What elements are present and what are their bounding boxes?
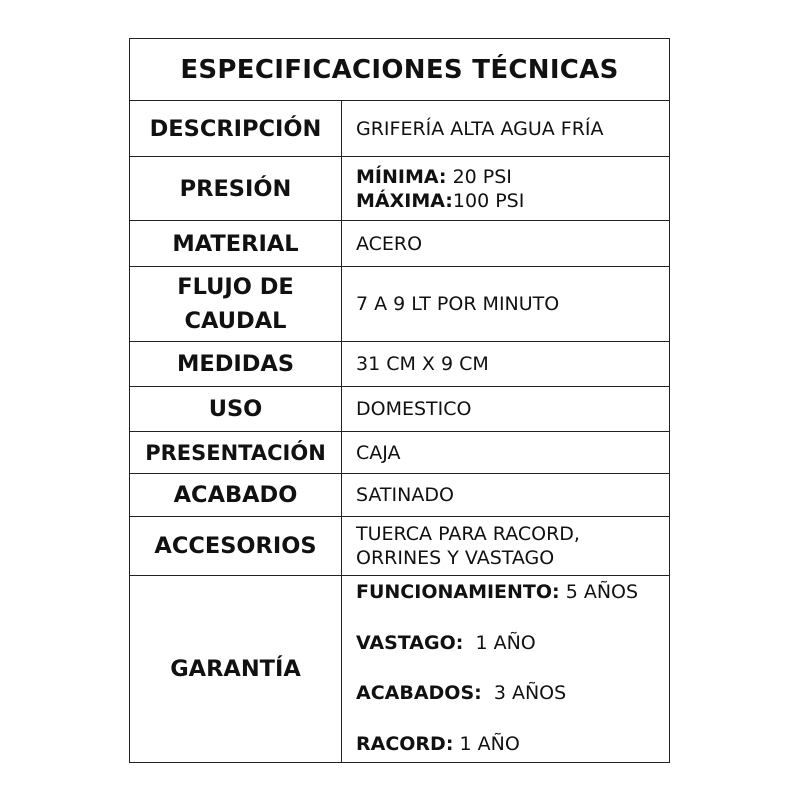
acabado-value: SATINADO: [356, 484, 454, 506]
accesorios-value-line2: ORRINES Y VASTAGO: [356, 547, 555, 569]
row-value: [356, 342, 661, 386]
descripcion-value: GRIFERÍA ALTA AGUA FRÍA: [356, 117, 604, 140]
garantia-item-label: ACABADOS:: [356, 682, 482, 705]
presion-max-value: 100 PSI: [452, 189, 525, 212]
table-row-garantia: [130, 576, 669, 762]
table-row-accesorios: [130, 517, 669, 576]
table-title: ESPECIFICACIONES TÉCNICAS: [130, 39, 669, 101]
garantia-item: [356, 732, 661, 756]
garantia-item-value: 5 AÑOS: [565, 581, 639, 603]
table-row-presion: [130, 157, 669, 221]
row-value: [356, 157, 661, 220]
table-row-flujo: [130, 267, 669, 342]
row-value: [356, 267, 661, 341]
row-label: ACABADO: [130, 474, 342, 516]
garantia-item-value: 1 AÑO: [475, 631, 536, 654]
row-label: ACCESORIOS: [130, 517, 342, 575]
row-value: [356, 474, 661, 516]
row-label: PRESENTACIÓN: [130, 432, 342, 473]
row-label: GARANTÍA: [130, 576, 342, 762]
row-label: MEDIDAS: [130, 342, 342, 386]
presion-max: [356, 189, 661, 213]
row-label: USO: [130, 387, 342, 431]
garantia-item-value: 3 AÑOS: [493, 682, 567, 705]
table-row-presentacion: [130, 432, 669, 474]
medidas-value: 31 CM X 9 CM: [356, 353, 489, 375]
row-value: [356, 432, 661, 473]
garantia-item-value: 1 AÑO: [459, 732, 520, 755]
garantia-item-label: RACORD:: [356, 732, 454, 755]
presion-min-value: 20 PSI: [452, 165, 512, 188]
table-row-acabado: [130, 474, 669, 517]
table-row-descripcion: [130, 101, 669, 157]
garantia-item: [356, 631, 661, 655]
row-label: [130, 267, 342, 341]
table-row-medidas: [130, 342, 669, 387]
presion-min: [356, 165, 661, 189]
accesorios-value-line1: TUERCA PARA RACORD,: [356, 523, 580, 545]
presentacion-value: CAJA: [356, 441, 401, 464]
garantia-item: [356, 681, 661, 705]
row-label: MATERIAL: [130, 221, 342, 266]
material-value: ACERO: [356, 232, 423, 255]
row-value: [356, 101, 661, 156]
flujo-label-line1: FLUJO DE: [177, 274, 294, 300]
flujo-value: 7 A 9 LT POR MINUTO: [356, 293, 560, 315]
row-label: PRESIÓN: [130, 157, 342, 220]
flujo-label-line2: CAUDAL: [184, 308, 287, 334]
uso-value: DOMESTICO: [356, 398, 472, 420]
table-row-uso: [130, 387, 669, 432]
row-value: [356, 387, 661, 431]
spec-table: [129, 38, 670, 763]
garantia-item: [356, 580, 661, 604]
garantia-item-label: FUNCIONAMIENTO:: [356, 581, 560, 603]
garantia-item-label: VASTAGO:: [356, 631, 464, 654]
presion-min-label: MÍNIMA:: [356, 165, 447, 188]
row-value: [356, 221, 661, 266]
row-value: [356, 517, 661, 575]
row-value: [356, 576, 661, 762]
presion-max-label: MÁXIMA:: [356, 189, 453, 212]
table-row-material: [130, 221, 669, 267]
row-label: DESCRIPCIÓN: [130, 101, 342, 156]
